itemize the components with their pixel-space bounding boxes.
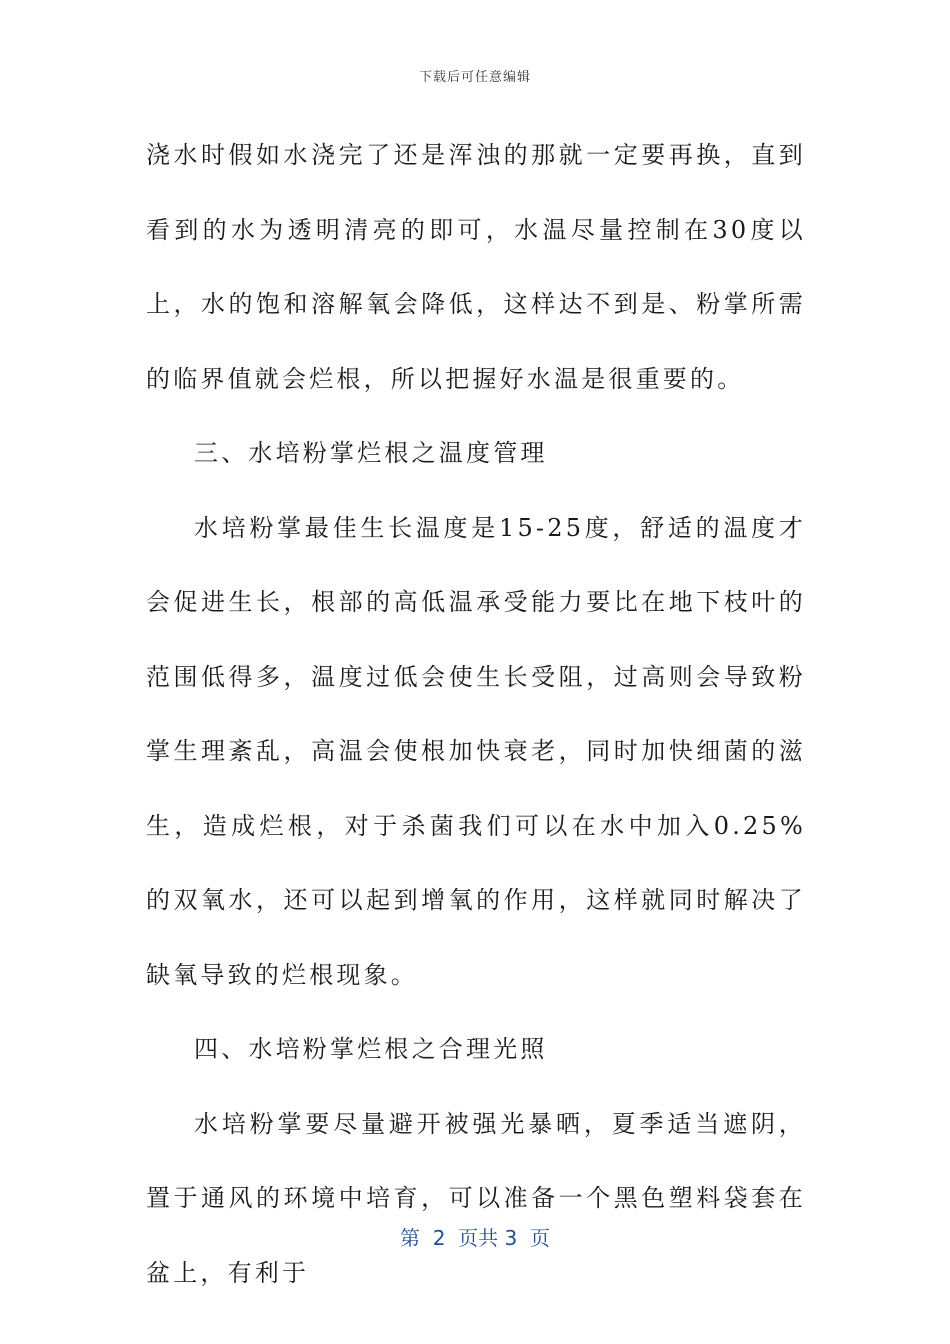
section-heading-lighting: 四、水培粉掌烂根之合理光照 xyxy=(194,1035,548,1063)
section-heading-temperature: 三、水培粉掌烂根之温度管理 xyxy=(194,439,548,467)
paragraph-lighting: 水培粉掌要尽量避开被强光暴晒，夏季适当遮阴，置于通风的环境中培育，可以准备一个黑色塑料袋套在盆上，有利于 xyxy=(146,1109,806,1287)
document-body xyxy=(146,118,806,1310)
paragraph-temperature: 水培粉掌最佳生长温度是15-25度，舒适的温度才会促进生长，根部的高低温承受能力要比在地下枝叶的范围低得多，温度过低会使生长受阻，过高则会导致粉掌生理紊乱，高温会使根加快衰老，同时加快细菌的滋生，造成烂根，对于杀菌我们可以在水中加入0.25%的双氧水，还可以起到增氧的作用，这样就同时解决了缺氧导致的烂根现象。 xyxy=(146,513,806,989)
page-number-footer: 第 2 页共 3 页 xyxy=(400,1226,550,1250)
paragraph-watering: 浇水时假如水浇完了还是浑浊的那就一定要再换，直到看到的水为透明清亮的即可，水温尽量控制在30度以上，水的饱和溶解氧会降低，这样达不到是、粉掌所需的临界值就会烂根，所以把握好水温是很重要的。 xyxy=(146,141,806,393)
header-note: 下载后可任意编辑 xyxy=(418,70,531,85)
